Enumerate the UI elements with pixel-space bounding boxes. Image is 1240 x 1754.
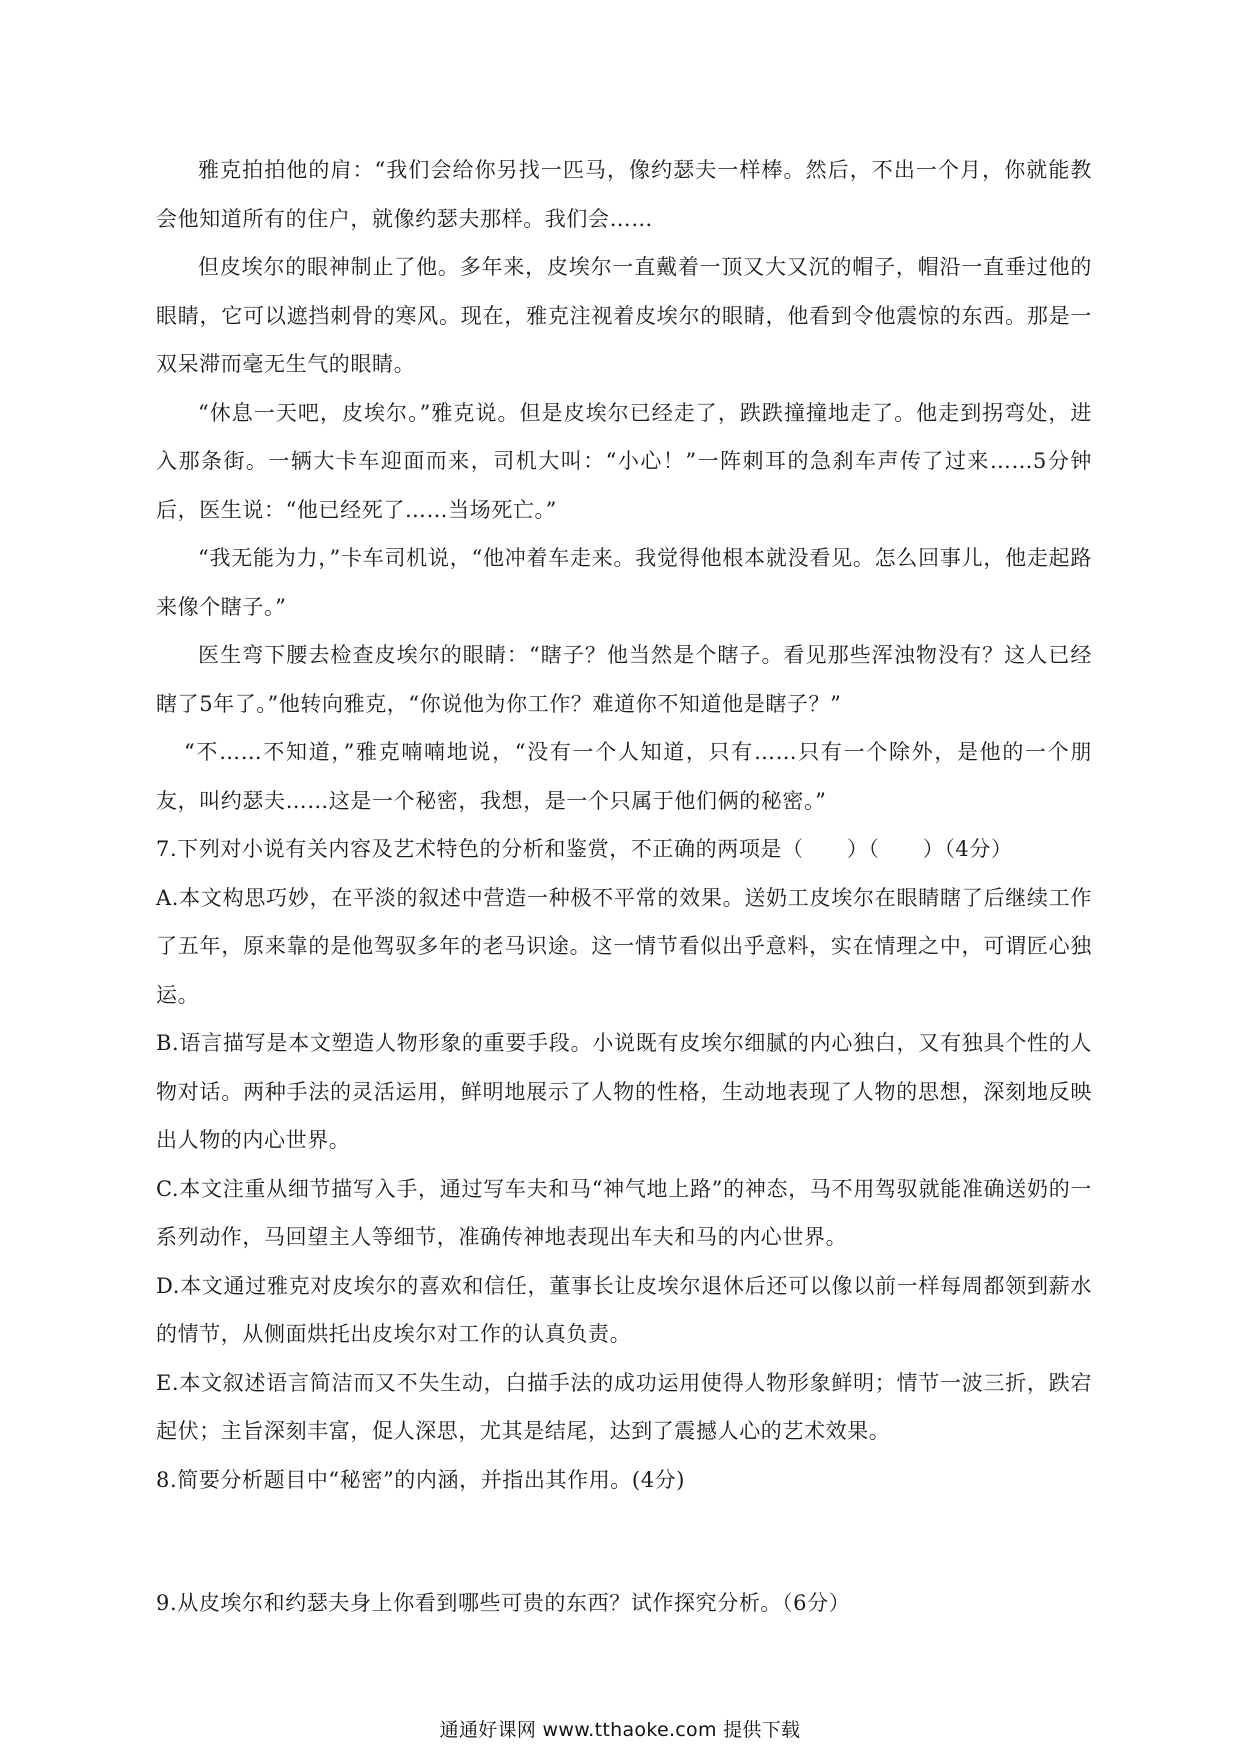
story-paragraph-6: “不……不知道，”雅克喃喃地说，“没有一个人知道，只有……只有一个除外，是他的一个朋友，叫约瑟夫……这是一个秘密，我想，是一个只属于他们俩的秘密。” (156, 740, 1092, 813)
question-7-option-a: A.本文构思巧妙，在平淡的叙述中营造一种极不平常的效果。送奶工皮埃尔在眼睛瞎了后继续工作了五年，原来靠的是他驾驭多年的老马识途。这一情节看似出乎意料，实在情理之中，可谓匠心独运。 (156, 885, 1092, 1007)
question-7-option-b: B.语言描写是本文塑造人物形象的重要手段。小说既有皮埃尔细腻的内心独白，又有独具个性的人物对话。两种手法的灵活运用，鲜明地展示了人物的性格，生动地表现了人物的思想，深刻地反映出人物的内心世界。 (156, 1031, 1092, 1152)
story-paragraph-5: 医生弯下腰去检查皮埃尔的眼睛：“瞎子？他当然是个瞎子。看见那些浑浊物没有？这人已经瞎了5年了。”他转向雅克，“你说他为你工作？难道你不知道他是瞎子？” (156, 643, 1092, 716)
question-7-option-d: D.本文通过雅克对皮埃尔的喜欢和信任，董事长让皮埃尔退休后还可以像以前一样每周都领到薪水的情节，从侧面烘托出皮埃尔对工作的认真负责。 (156, 1273, 1092, 1346)
story-paragraph-4: “我无能为力，”卡车司机说，“他冲着车走来。我觉得他根本就没看见。怎么回事儿，他走起路来像个瞎子。” (156, 546, 1092, 619)
question-7-stem: 7.下列对小说有关内容及艺术特色的分析和鉴赏，不正确的两项是（ ）（ ）（4分） (156, 837, 1013, 861)
story-paragraph-3: “休息一天吧，皮埃尔。”雅克说。但是皮埃尔已经走了，跌跌撞撞地走了。他走到拐弯处，进入那条街。一辆大卡车迎面而来，司机大叫：“小心！”一阵刺耳的急刹车声传了过来……5分钟后，医生说：“他已经死了……当场死亡。” (156, 400, 1092, 522)
story-text (156, 146, 1092, 1628)
story-paragraph-1: 雅克拍拍他的肩：“我们会给你另找一匹马，像约瑟夫一样棒。然后，不出一个月，你就能教会他知道所有的住户，就像约瑟夫那样。我们会…… (156, 158, 1092, 231)
question-7-option-c: C.本文注重从细节描写入手，通过写车夫和马“神气地上路”的神态，马不用驾驭就能准确送奶的一系列动作，马回望主人等细节，准确传神地表现出车夫和马的内心世界。 (156, 1176, 1092, 1249)
story-paragraph-2: 但皮埃尔的眼神制止了他。多年来，皮埃尔一直戴着一顶又大又沉的帽子，帽沿一直垂过他的眼睛，它可以遮挡刺骨的寒风。现在，雅克注视着皮埃尔的眼睛，他看到令他震惊的东西。那是一双呆滞而毫无生气的眼睛。 (156, 255, 1092, 376)
footer-download-note: 通通好课网 www.tthaoke.com 提供下载 (439, 1719, 801, 1741)
question-8: 8.简要分析题目中“秘密”的内涵，并指出其作用。(4分) (156, 1467, 686, 1492)
question-7-option-e: E.本文叙述语言简洁而又不失生动，白描手法的成功运用使得人物形象鲜明；情节一波三折，跌宕起伏；主旨深刻丰富，促人深思，尤其是结尾，达到了震撼人心的艺术效果。 (156, 1370, 1092, 1443)
question-9: 9.从皮埃尔和约瑟夫身上你看到哪些可贵的东西？试作探究分析。（6分） (156, 1591, 851, 1615)
answer-space-q8 (156, 1504, 1092, 1579)
